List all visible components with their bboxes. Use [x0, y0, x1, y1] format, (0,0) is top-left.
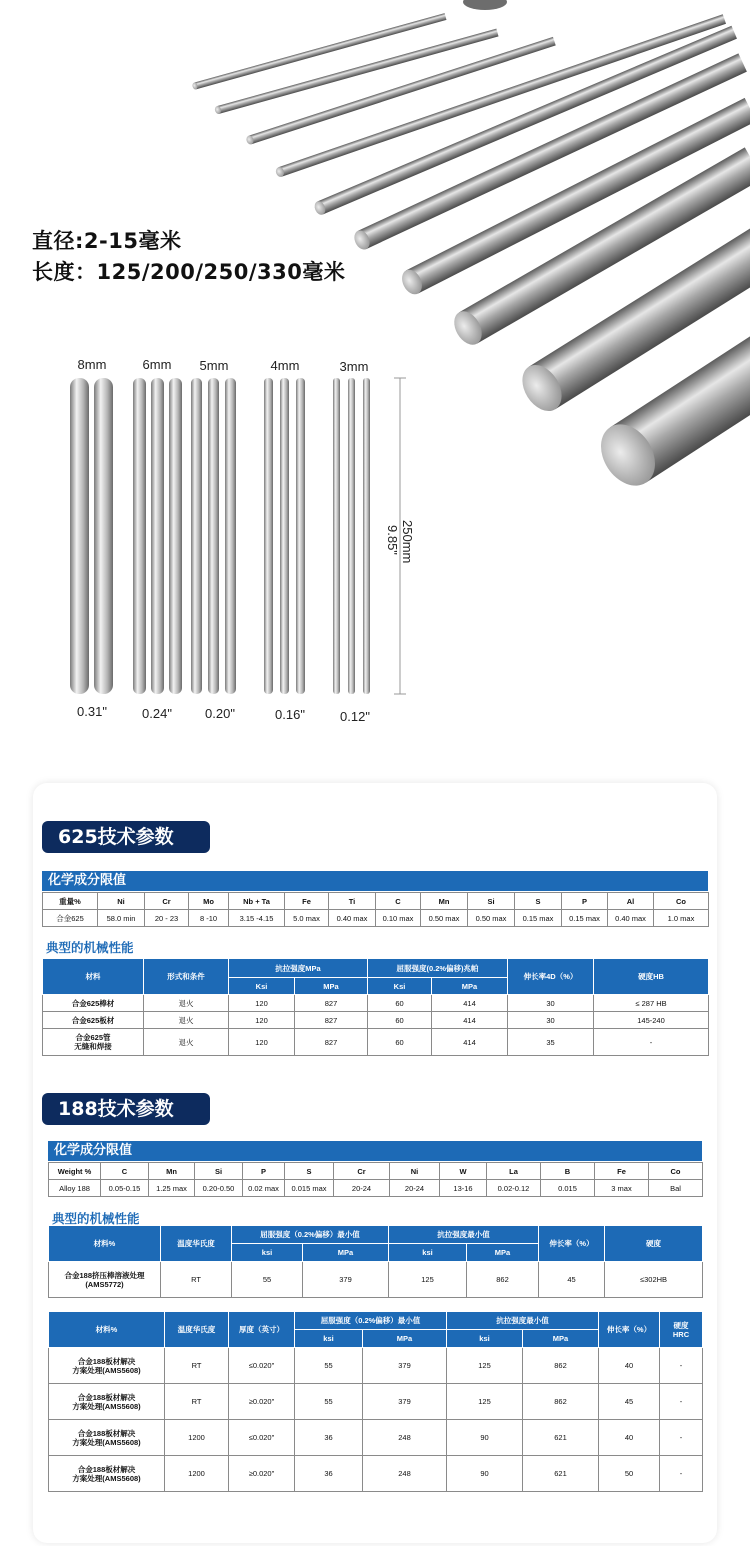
- table-cell: 1200: [165, 1456, 229, 1492]
- table-cell: Cr: [334, 1163, 390, 1180]
- table-cell: 0.10 max: [376, 910, 421, 927]
- inch-label: 0.16": [275, 707, 305, 722]
- size-label: 8mm: [77, 357, 107, 372]
- table-cell: 36: [295, 1456, 363, 1492]
- diameter-spec: 直径:2-15毫米: [32, 229, 182, 253]
- table-cell: 248: [363, 1420, 447, 1456]
- mech-table-625: [42, 958, 709, 1056]
- table-cell: Bal: [649, 1180, 703, 1197]
- vertical-rods: [70, 378, 370, 694]
- table-cell: 90: [447, 1420, 523, 1456]
- col-elongation: 伸长率（%）: [539, 1226, 605, 1262]
- table-cell: Ni: [390, 1163, 440, 1180]
- table-cell: Alloy 188: [49, 1180, 101, 1197]
- size-label: 4mm: [270, 358, 300, 373]
- spec-card: [33, 783, 717, 1543]
- table-row: [49, 1262, 703, 1298]
- col-tensile: 抗拉强度最小值: [389, 1226, 539, 1244]
- col-ksi: ksi: [389, 1244, 467, 1262]
- col-elongation: 伸长率4D（%）: [508, 959, 594, 995]
- col-ksi: ksi: [295, 1330, 363, 1348]
- table-cell: 重量%: [43, 893, 98, 910]
- table-cell: 13-16: [440, 1180, 487, 1197]
- table-row: [43, 995, 709, 1012]
- col-material: 材料%: [49, 1226, 161, 1262]
- table-cell: 248: [363, 1456, 447, 1492]
- table-cell: 0.015: [541, 1180, 595, 1197]
- rod-end-top: [463, 0, 507, 10]
- chem-limits-heading-188: 化学成分限值: [48, 1141, 702, 1161]
- table-cell: 合金188板材解决 方案处理(AMS5608): [49, 1384, 165, 1420]
- table-cell: ≤ 287 HB: [594, 995, 709, 1012]
- col-yield: 屈服强度（0.2%偏移）最小值: [295, 1312, 447, 1330]
- col-material: 材料: [43, 959, 144, 995]
- table-cell: 0.40 max: [329, 910, 376, 927]
- table-cell: 60: [368, 1012, 432, 1029]
- table-cell: 827: [295, 995, 368, 1012]
- table-cell: 414: [432, 1029, 508, 1056]
- length-spec: 长度：125/200/250/330毫米: [32, 260, 346, 284]
- table-cell: 862: [523, 1384, 599, 1420]
- table-cell: -: [660, 1420, 703, 1456]
- table-cell: 45: [539, 1262, 605, 1298]
- table-cell: 合金188板材解决 方案处理(AMS5608): [49, 1348, 165, 1384]
- col-mpa: MPa: [295, 978, 368, 995]
- table-cell: W: [440, 1163, 487, 1180]
- table-cell: Cr: [145, 893, 189, 910]
- table-cell: 55: [232, 1262, 303, 1298]
- table-cell: 合金625管 无缝和焊接: [43, 1029, 144, 1056]
- table-cell: 0.40 max: [608, 910, 654, 927]
- table-cell: Co: [654, 893, 709, 910]
- table-cell: 50: [599, 1456, 660, 1492]
- table-cell: Co: [649, 1163, 703, 1180]
- table-cell: 5.0 max: [285, 910, 329, 927]
- size-label: 5mm: [199, 358, 229, 373]
- col-ksi: Ksi: [368, 978, 432, 995]
- table-cell: RT: [165, 1384, 229, 1420]
- table-cell: 58.0 min: [98, 910, 145, 927]
- table-cell: 862: [523, 1348, 599, 1384]
- table-cell: 合金625板材: [43, 1012, 144, 1029]
- col-mpa: MPa: [363, 1330, 447, 1348]
- table-cell: 60: [368, 995, 432, 1012]
- table-cell: 125: [389, 1262, 467, 1298]
- chem-table-188: [48, 1162, 703, 1197]
- table-cell: S: [515, 893, 562, 910]
- table-cell: 3 max: [595, 1180, 649, 1197]
- table-cell: 379: [303, 1262, 389, 1298]
- table-cell: -: [660, 1384, 703, 1420]
- table-cell: 120: [229, 1029, 295, 1056]
- table-cell: 60: [368, 1029, 432, 1056]
- table-cell: 退火: [144, 1029, 229, 1056]
- col-tensile: 抗拉强度最小值: [447, 1312, 599, 1330]
- inch-label: 0.20": [205, 706, 235, 721]
- mech-props-heading-188: 典型的机械性能: [52, 1211, 140, 1226]
- col-mpa: MPa: [523, 1330, 599, 1348]
- rods-illustration: [0, 0, 750, 760]
- table-cell: 3.15 -4.15: [229, 910, 285, 927]
- table-cell: 合金188板材解决 方案处理(AMS5608): [49, 1456, 165, 1492]
- table-cell: ≥0.020": [229, 1384, 295, 1420]
- col-hardness: 硬度 HRC: [660, 1312, 703, 1348]
- table-cell: S: [285, 1163, 334, 1180]
- table-cell: C: [101, 1163, 149, 1180]
- col-ksi: ksi: [447, 1330, 523, 1348]
- table-row: [49, 1384, 703, 1420]
- table-cell: Mn: [149, 1163, 195, 1180]
- table-cell: 414: [432, 995, 508, 1012]
- table-cell: ≤0.020": [229, 1420, 295, 1456]
- table-cell: Mo: [189, 893, 229, 910]
- table-cell: 1.25 max: [149, 1180, 195, 1197]
- col-temp: 温度华氏度: [161, 1226, 232, 1262]
- table-cell: 862: [467, 1262, 539, 1298]
- table-row: [49, 1348, 703, 1384]
- table-cell: 30: [508, 1012, 594, 1029]
- table-cell: 45: [599, 1384, 660, 1420]
- table-cell: ≤0.020": [229, 1348, 295, 1384]
- col-yield: 屈服强度(0.2%偏移)兆帕: [368, 959, 508, 978]
- diagonal-rods: [192, 13, 750, 496]
- table-row: [43, 1012, 709, 1029]
- mech-props-heading-625: 典型的机械性能: [46, 940, 134, 955]
- product-hero: [0, 0, 750, 760]
- table-cell: 合金625棒材: [43, 995, 144, 1012]
- col-material: 材料%: [49, 1312, 165, 1348]
- col-hardness: 硬度HB: [594, 959, 709, 995]
- section-title-188: 188技术参数: [42, 1093, 210, 1125]
- table-cell: ≥0.020": [229, 1456, 295, 1492]
- table-cell: -: [660, 1456, 703, 1492]
- table-cell: 414: [432, 1012, 508, 1029]
- table-cell: P: [243, 1163, 285, 1180]
- table-cell: 40: [599, 1420, 660, 1456]
- table-cell: 20 - 23: [145, 910, 189, 927]
- table-cell: 621: [523, 1420, 599, 1456]
- table-cell: 125: [447, 1348, 523, 1384]
- table-cell: C: [376, 893, 421, 910]
- table-cell: Fe: [595, 1163, 649, 1180]
- col-ksi: ksi: [232, 1244, 303, 1262]
- table-cell: 0.20-0.50: [195, 1180, 243, 1197]
- size-label: 6mm: [142, 357, 172, 372]
- table-cell: Si: [468, 893, 515, 910]
- table-cell: 退火: [144, 995, 229, 1012]
- table-cell: La: [487, 1163, 541, 1180]
- table-cell: 36: [295, 1420, 363, 1456]
- col-tensile: 抗拉强度MPa: [229, 959, 368, 978]
- table-cell: 0.15 max: [562, 910, 608, 927]
- table-cell: Weight %: [49, 1163, 101, 1180]
- table-cell: Mn: [421, 893, 468, 910]
- table-cell: 0.02 max: [243, 1180, 285, 1197]
- table-cell: 20-24: [390, 1180, 440, 1197]
- table-cell: 8 -10: [189, 910, 229, 927]
- col-mpa: MPa: [467, 1244, 539, 1262]
- table-cell: 621: [523, 1456, 599, 1492]
- table-cell: Al: [608, 893, 654, 910]
- table-cell: Fe: [285, 893, 329, 910]
- inch-label: 0.31": [77, 704, 107, 719]
- table-cell: 379: [363, 1348, 447, 1384]
- mech-table-188-bar: [48, 1225, 703, 1298]
- col-thickness: 厚度（英寸）: [229, 1312, 295, 1348]
- table-cell: 55: [295, 1384, 363, 1420]
- inch-label: 0.12": [340, 709, 370, 724]
- table-cell: 90: [447, 1456, 523, 1492]
- table-cell: 合金188板材解决 方案处理(AMS5608): [49, 1420, 165, 1456]
- table-cell: 20-24: [334, 1180, 390, 1197]
- table-cell: 40: [599, 1348, 660, 1384]
- inch-label: 0.24": [142, 706, 172, 721]
- length-mm-label: 250mm: [400, 520, 415, 564]
- table-row: [49, 1420, 703, 1456]
- table-cell: -: [660, 1348, 703, 1384]
- table-cell: 0.50 max: [421, 910, 468, 927]
- table-cell: 120: [229, 995, 295, 1012]
- table-row: [49, 1456, 703, 1492]
- table-cell: 55: [295, 1348, 363, 1384]
- col-yield: 屈服强度（0.2%偏移）最小值: [232, 1226, 389, 1244]
- col-hardness: 硬度: [605, 1226, 703, 1262]
- table-cell: 379: [363, 1384, 447, 1420]
- table-cell: 合金188挤压棒溶液处理 (AMS5772): [49, 1262, 161, 1298]
- table-cell: 0.02-0.12: [487, 1180, 541, 1197]
- table-cell: B: [541, 1163, 595, 1180]
- table-cell: RT: [165, 1348, 229, 1384]
- section-title-625: 625技术参数: [42, 821, 210, 853]
- col-elongation: 伸长率（%）: [599, 1312, 660, 1348]
- table-cell: 120: [229, 1012, 295, 1029]
- table-cell: 0.15 max: [515, 910, 562, 927]
- table-cell: 1.0 max: [654, 910, 709, 927]
- table-cell: Si: [195, 1163, 243, 1180]
- table-cell: RT: [161, 1262, 232, 1298]
- table-cell: 1200: [165, 1420, 229, 1456]
- chem-table-625: [42, 892, 709, 927]
- table-cell: ≤302HB: [605, 1262, 703, 1298]
- table-cell: Ni: [98, 893, 145, 910]
- table-cell: 合金625: [43, 910, 98, 927]
- table-cell: P: [562, 893, 608, 910]
- size-label: 3mm: [339, 359, 369, 374]
- col-form: 形式和条件: [144, 959, 229, 995]
- length-in-label: 9.85": [385, 525, 400, 555]
- mech-table-188-sheet: [48, 1311, 703, 1492]
- table-cell: 827: [295, 1029, 368, 1056]
- table-cell: Ti: [329, 893, 376, 910]
- table-cell: 退火: [144, 1012, 229, 1029]
- table-cell: 0.50 max: [468, 910, 515, 927]
- col-temp: 温度华氏度: [165, 1312, 229, 1348]
- table-cell: 0.05-0.15: [101, 1180, 149, 1197]
- table-cell: 35: [508, 1029, 594, 1056]
- table-cell: 30: [508, 995, 594, 1012]
- table-cell: 125: [447, 1384, 523, 1420]
- table-row: [43, 1029, 709, 1056]
- table-cell: 827: [295, 1012, 368, 1029]
- table-cell: -: [594, 1029, 709, 1056]
- col-ksi: Ksi: [229, 978, 295, 995]
- chem-limits-heading-625: 化学成分限值: [42, 871, 708, 891]
- col-mpa: MPa: [432, 978, 508, 995]
- table-cell: 145-240: [594, 1012, 709, 1029]
- table-cell: Nb + Ta: [229, 893, 285, 910]
- col-mpa: MPa: [303, 1244, 389, 1262]
- table-cell: 0.015 max: [285, 1180, 334, 1197]
